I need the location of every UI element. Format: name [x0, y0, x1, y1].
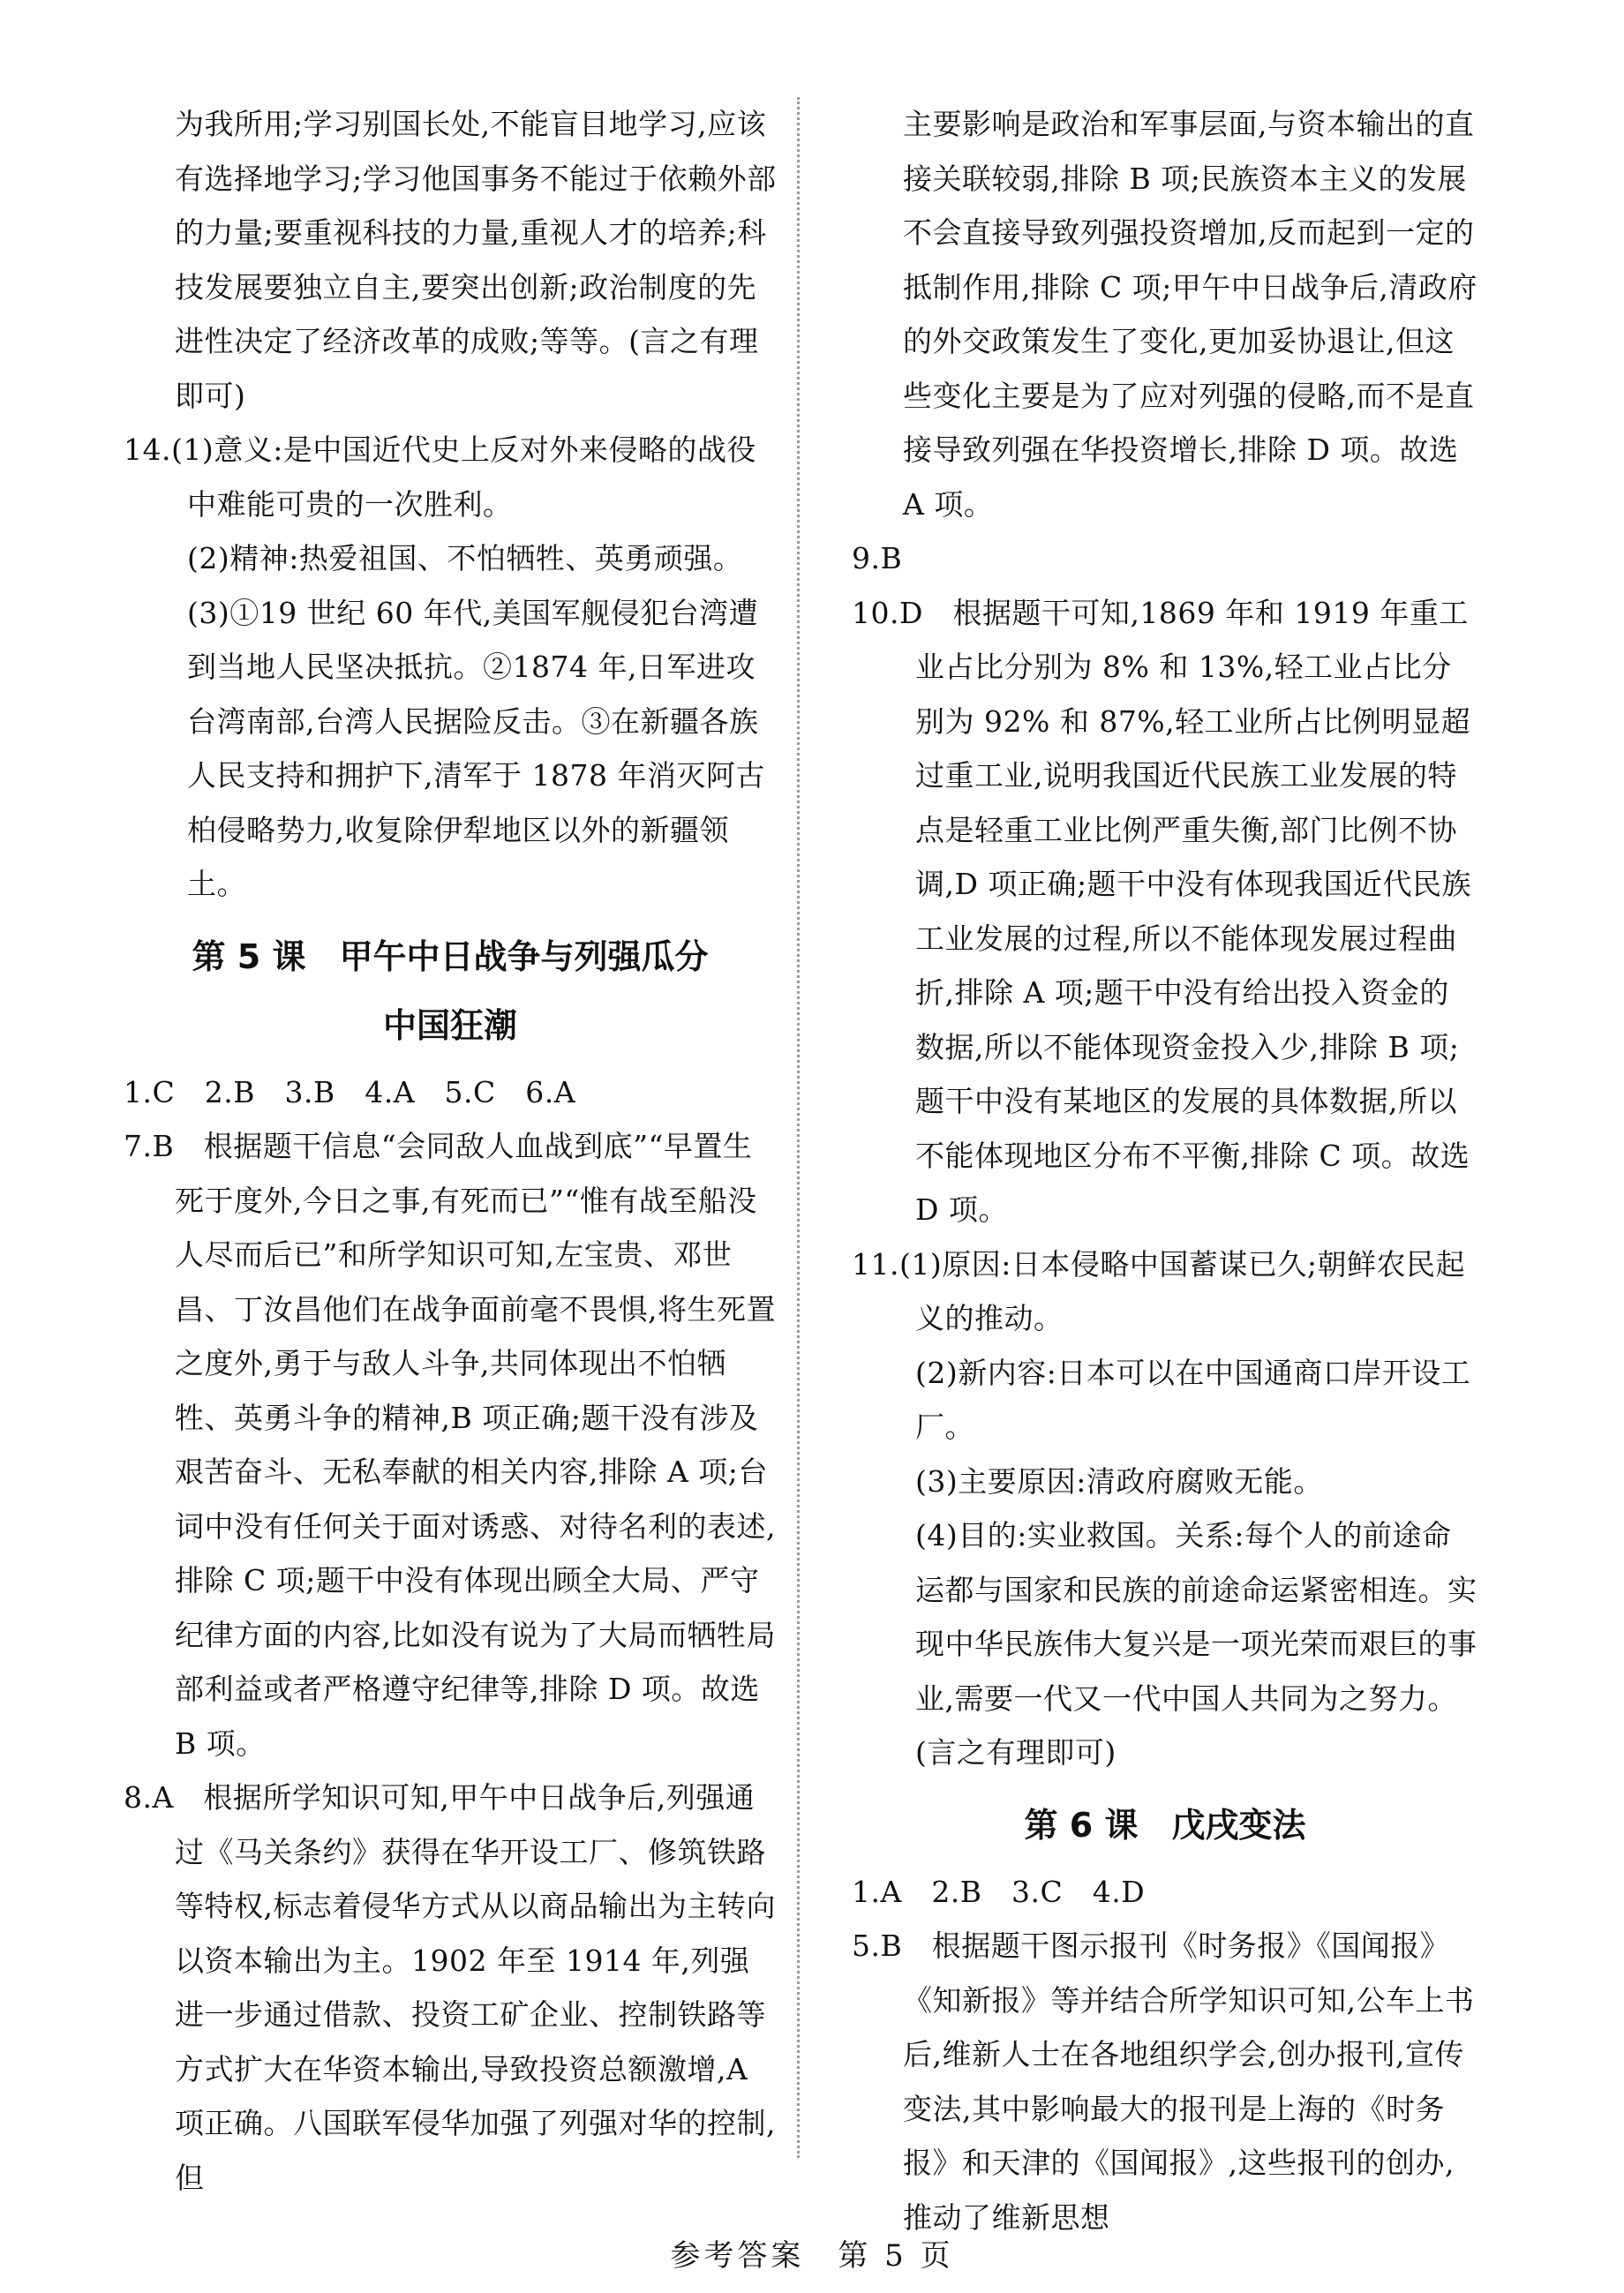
- lesson-6-choice-answers: 1.A 2.B 3.C 4.D: [852, 1874, 1146, 1909]
- lesson-5-title: [124, 922, 777, 1060]
- lesson-5-answer-7: 7.B 根据题干信息“会同敌人血战到底”“早置生死于度外,今日之事,有死而已”“惟有战至船没人尽而后已”和所学知识可知,左宝贵、邓世昌、丁汝昌他们在战争面前毫不畏惧,将生死置之度外,勇于与敌人斗争,共同体现出不怕牺牲、英勇斗争的精神,B 项正确;题干没有涉及艰苦奋斗、无私奉献的相关内容,排除 A 项;台词中没有任何关于面对诱惑、对待名利的表述,排除 C 项;题干中没有体现出顾全大局、严守纪律方面的内容,比如没有说为了大局而牺牲局部利益或者严格遵守纪律等,排除 D 项。故选 B 项。: [124, 1129, 776, 1761]
- lesson-5-answer-11-part2: (2)新内容:日本可以在中国通商口岸开设工厂。: [915, 1355, 1471, 1444]
- page-footer: 参考答案 第 5 页: [670, 2238, 954, 2274]
- lesson-5-answer-8: 8.A 根据所学知识可知,甲午中日战争后,列强通过《马关条约》获得在华开设工厂、修筑铁路等特权,标志着侵华方式从以商品输出为主转向以资本输出为主。1902 年至 1914 年,列强进一步通过借款、投资工矿企业、控制铁路等方式扩大在华资本输出,导致投资总额激增,A 项正确。八国联军侵华加强了列强对华的控制,但: [124, 1780, 776, 2195]
- lesson-5-title-line1: 第 5 课 甲午中日战争与列强瓜分: [192, 936, 709, 976]
- column-divider: [797, 97, 800, 2158]
- lesson-6-title: 第 6 课 戊戌变法: [1024, 1805, 1306, 1845]
- lesson-5-choice-answers: 1.C 2.B 3.B 4.A 5.C 6.A: [124, 1074, 576, 1109]
- lesson-5-answer-8-continuation: 主要影响是政治和军事层面,与资本输出的直接关联较弱,排除 B 项;民族资本主义的发展不会直接导致列强投资增加,反而起到一定的抵制作用,排除 C 项;甲午中日战争后,清政府的外交政策发生了变化,更加妥协退让,但这些变化主要是为了应对列强的侵略,而不是直接导致列强在华投资增长,排除 D 项。故选 A 项。: [903, 107, 1477, 522]
- answer-14-part2: (2)精神:热爱祖国、不怕牺牲、英勇顽强。: [187, 541, 743, 575]
- answer-14-part1: 14.(1)意义:是中国近代史上反对外来侵略的战役中难能可贵的一次胜利。: [124, 432, 756, 522]
- left-column: [124, 97, 777, 2205]
- lesson-5-title-line2: 中国狂潮: [382, 1005, 517, 1045]
- right-column: [852, 97, 1478, 2244]
- answer-13-continuation: 为我所用;学习别国长处,不能盲目地学习,应该有选择地学习;学习他国事务不能过于依赖外部的力量;要重视科技的力量,重视人才的培养;科技发展要独立自主,要突出创新;政治制度的先进性决定了经济改革的成败;等等。(言之有理即可): [175, 107, 777, 413]
- lesson-5-answer-11-part3: (3)主要原因:清政府腐败无能。: [915, 1463, 1323, 1499]
- lesson-5-answer-9: 9.B: [852, 541, 903, 575]
- lesson-6-answer-5: 5.B 根据题干图示报刊《时务报》《国闻报》《知新报》等并结合所学知识可知,公车上书后,维新人士在各地组织学会,创办报刊,宣传变法,其中影响最大的报刊是上海的《时务报》和天津的《国闻报》,这些报刊的创办,推动了维新思想: [852, 1928, 1475, 2235]
- lesson-5-answer-11-part1: 11.(1)原因:日本侵略中国蓄谋已久;朝鲜农民起义的推动。: [852, 1246, 1465, 1335]
- lesson-5-answer-10: 10.D 根据题干可知,1869 年和 1919 年重工业占比分别为 8% 和 13%,轻工业占比分别为 92% 和 87%,轻工业所占比例明显超过重工业,说明我国近代民族工业发展的特点是轻重工业比例严重失衡,部门比例不协调,D 项正确;题干中没有体现我国近代民族工业发展的过程,所以不能体现发展过程曲折,排除 A 项;题干中没有给出投入资金的数据,所以不能体现资金投入少,排除 B 项;题干中没有某地区的发展的具体数据,所以不能体现地区分布不平衡,排除 C 项。故选 D 项。: [852, 595, 1472, 1227]
- answer-14-part3: (3)①19 世纪 60 年代,美国军舰侵犯台湾遭到当地人民坚决抵抗。②1874 年,日军进攻台湾南部,台湾人民据险反击。③在新疆各族人民支持和拥护下,清军于 1878 年消灭阿古柏侵略势力,收复除伊犁地区以外的新疆领土。: [187, 595, 765, 901]
- lesson-5-answer-11-part4: (4)目的:实业救国。关系:每个人的前途命运都与国家和民族的前途命运紧密相连。实现中华民族伟大复兴是一项光荣而艰巨的事业,需要一代又一代中国人共同为之努力。(言之有理即可): [915, 1518, 1477, 1770]
